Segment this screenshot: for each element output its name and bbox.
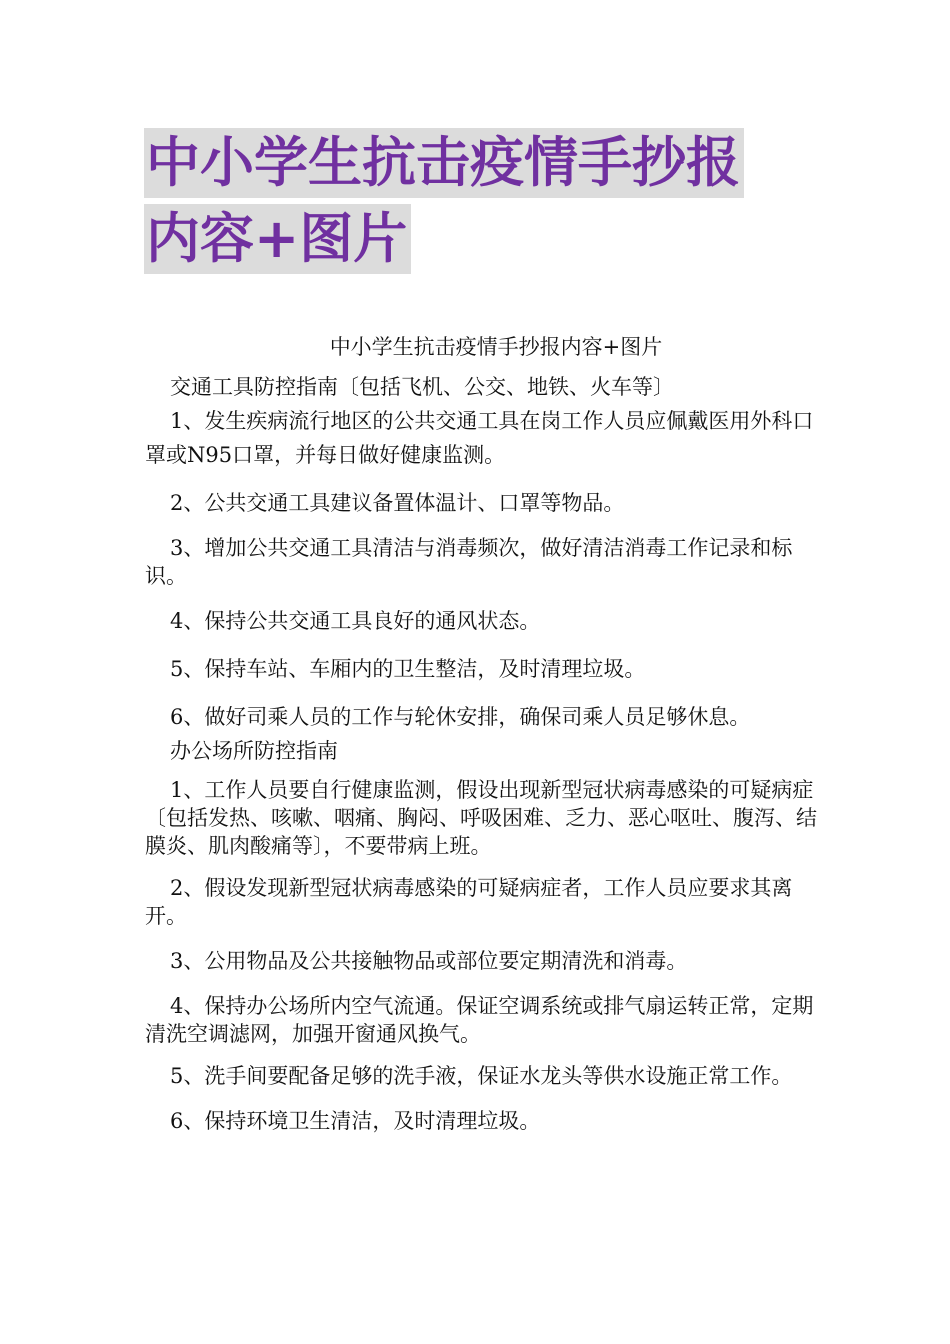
list-item: 1、工作人员要自行健康监测，假设出现新型冠状病毒感染的可疑病症〔包括发热、咳嗽、咽痛、胸闷、呼吸困难、乏力、恶心呕吐、腹泻、结膜炎、肌肉酸痛等〕，不要带病上班。 xyxy=(145,778,817,858)
list-item: 2、假设发现新型冠状病毒感染的可疑病症者，工作人员应要求其离开。 xyxy=(145,876,793,928)
list-item: 2、公共交通工具建议备置体温计、口罩等物品。 xyxy=(170,491,625,515)
subtitle: 中小学生抗击疫情手抄报内容+图片 xyxy=(329,335,663,359)
list-item: 6、做好司乘人员的工作与轮休安排，确保司乘人员足够休息。 xyxy=(170,705,751,729)
list-item: 4、保持办公场所内空气流通。保证空调系统或排气扇运转正常，定期清洗空调滤网，加强开窗通风换气。 xyxy=(145,994,814,1046)
list-item: 5、洗手间要配备足够的洗手液，保证水龙头等供水设施正常工作。 xyxy=(170,1064,793,1088)
list-item: 4、保持公共交通工具良好的通风状态。 xyxy=(170,609,541,633)
document-title xyxy=(144,128,834,280)
list-item: 6、保持环境卫生清洁，及时清理垃圾。 xyxy=(170,1109,541,1133)
list-item: 5、保持车站、车厢内的卫生整洁，及时清理垃圾。 xyxy=(170,657,646,681)
title-line-2: 内容+图片 xyxy=(144,204,411,274)
title-line-1: 中小学生抗击疫情手抄报 xyxy=(144,128,744,198)
section-heading-office: 办公场所防控指南 xyxy=(170,739,338,763)
section-heading-transport: 交通工具防控指南〔包括飞机、公交、地铁、火车等〕 xyxy=(170,375,674,399)
document-body xyxy=(145,330,817,1152)
list-item: 3、增加公共交通工具清洁与消毒频次，做好清洁消毒工作记录和标识。 xyxy=(145,536,793,588)
list-item: 1、发生疾病流行地区的公共交通工具在岗工作人员应佩戴医用外科口罩或N95口罩，并每日做好健康监测。 xyxy=(145,409,814,467)
list-item: 3、公用物品及公共接触物品或部位要定期清洗和消毒。 xyxy=(170,949,688,973)
